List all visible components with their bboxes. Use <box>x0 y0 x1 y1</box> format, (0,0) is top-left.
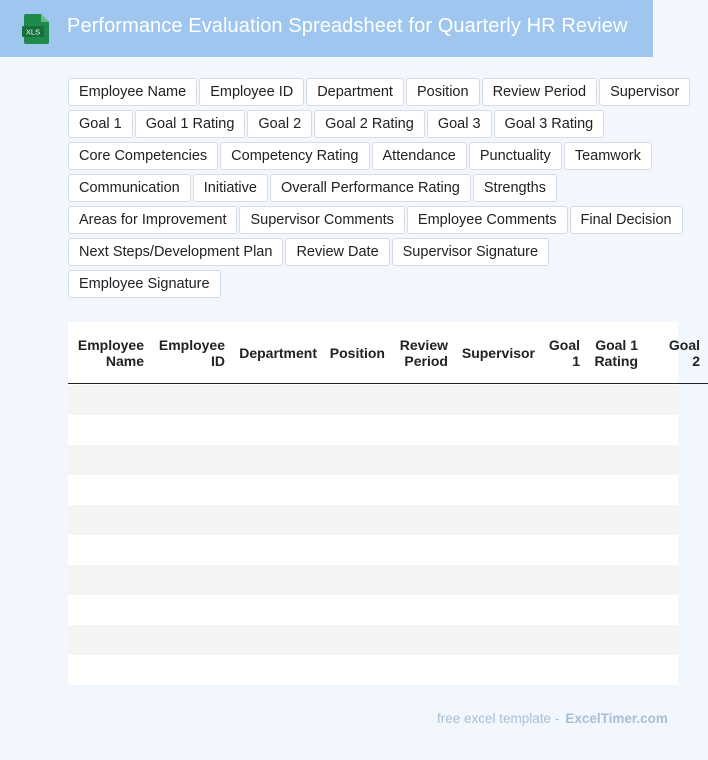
field-chip: Goal 3 Rating <box>494 110 605 138</box>
column-header[interactable] <box>648 322 700 384</box>
xls-file-icon <box>22 14 50 44</box>
column-header[interactable] <box>323 322 385 384</box>
field-chip: Position <box>406 78 480 106</box>
field-chip: Goal 1 <box>68 110 133 138</box>
column-header[interactable] <box>155 322 225 384</box>
footer-prefix: free excel template - <box>437 711 560 726</box>
field-chip: Areas for Improvement <box>68 206 237 234</box>
column-header-line: Name <box>105 353 144 369</box>
table-row[interactable] <box>68 625 678 655</box>
header-banner <box>0 0 653 57</box>
field-chip: Final Decision <box>570 206 683 234</box>
column-header[interactable] <box>540 322 580 384</box>
column-header[interactable] <box>455 322 535 384</box>
column-header-line: Employee <box>158 337 225 353</box>
table-row[interactable] <box>68 385 678 415</box>
column-header-line: Goal 1 <box>595 337 638 353</box>
column-header-line: Employee <box>77 337 144 353</box>
field-list <box>68 78 702 298</box>
field-chip: Department <box>306 78 404 106</box>
column-header-line: 2 <box>692 353 700 369</box>
column-header-line: Goal <box>668 337 700 353</box>
column-header-line: Department <box>239 345 317 361</box>
column-header-line: ID <box>211 353 225 369</box>
column-header-line: Position <box>329 345 385 361</box>
field-chip: Supervisor Signature <box>392 238 549 266</box>
field-chip: Goal 2 <box>247 110 312 138</box>
xls-icon-label: XLS <box>25 27 41 37</box>
table-row[interactable] <box>68 595 678 625</box>
field-chip: Teamwork <box>564 142 652 170</box>
field-chip: Review Period <box>482 78 598 106</box>
field-chip: Overall Performance Rating <box>270 174 471 202</box>
field-chip: Goal 1 Rating <box>135 110 246 138</box>
page-title: Performance Evaluation Spreadsheet for Quarterly HR Review <box>67 15 628 37</box>
field-chip: Goal 2 Rating <box>314 110 425 138</box>
field-chip: Core Competencies <box>68 142 218 170</box>
column-header-line: Rating <box>594 353 638 369</box>
footer-credit <box>437 711 668 726</box>
field-chip: Next Steps/Development Plan <box>68 238 283 266</box>
column-header[interactable] <box>390 322 448 384</box>
column-header-line: 1 <box>572 353 580 369</box>
column-header[interactable] <box>229 322 317 384</box>
field-chip: Employee Comments <box>407 206 568 234</box>
field-chip: Goal 3 <box>427 110 492 138</box>
column-header-line: Goal <box>548 337 580 353</box>
column-header[interactable] <box>76 322 144 384</box>
field-chip: Initiative <box>193 174 268 202</box>
table-row[interactable] <box>68 565 678 595</box>
field-chip: Supervisor <box>599 78 690 106</box>
table-row[interactable] <box>68 415 678 445</box>
field-chip: Competency Rating <box>220 142 369 170</box>
table-row[interactable] <box>68 475 678 505</box>
field-chip: Punctuality <box>469 142 562 170</box>
table-row[interactable] <box>68 655 678 685</box>
column-header-line: Review <box>399 337 448 353</box>
spreadsheet-table <box>68 322 700 685</box>
table-row[interactable] <box>68 535 678 565</box>
table-row[interactable] <box>68 505 678 535</box>
field-chip: Communication <box>68 174 191 202</box>
field-chip: Employee Signature <box>68 270 221 298</box>
field-chip: Strengths <box>473 174 557 202</box>
field-chip: Supervisor Comments <box>239 206 404 234</box>
column-header-line: Supervisor <box>461 345 535 361</box>
column-header-line: Period <box>404 353 448 369</box>
field-chip: Employee Name <box>68 78 197 106</box>
field-chip: Attendance <box>372 142 467 170</box>
field-chip: Employee ID <box>199 78 304 106</box>
table-header-row <box>68 322 708 384</box>
field-chip: Review Date <box>285 238 389 266</box>
column-header[interactable] <box>584 322 638 384</box>
table-row[interactable] <box>68 445 678 475</box>
footer-brand-link[interactable]: ExcelTimer.com <box>565 711 668 726</box>
